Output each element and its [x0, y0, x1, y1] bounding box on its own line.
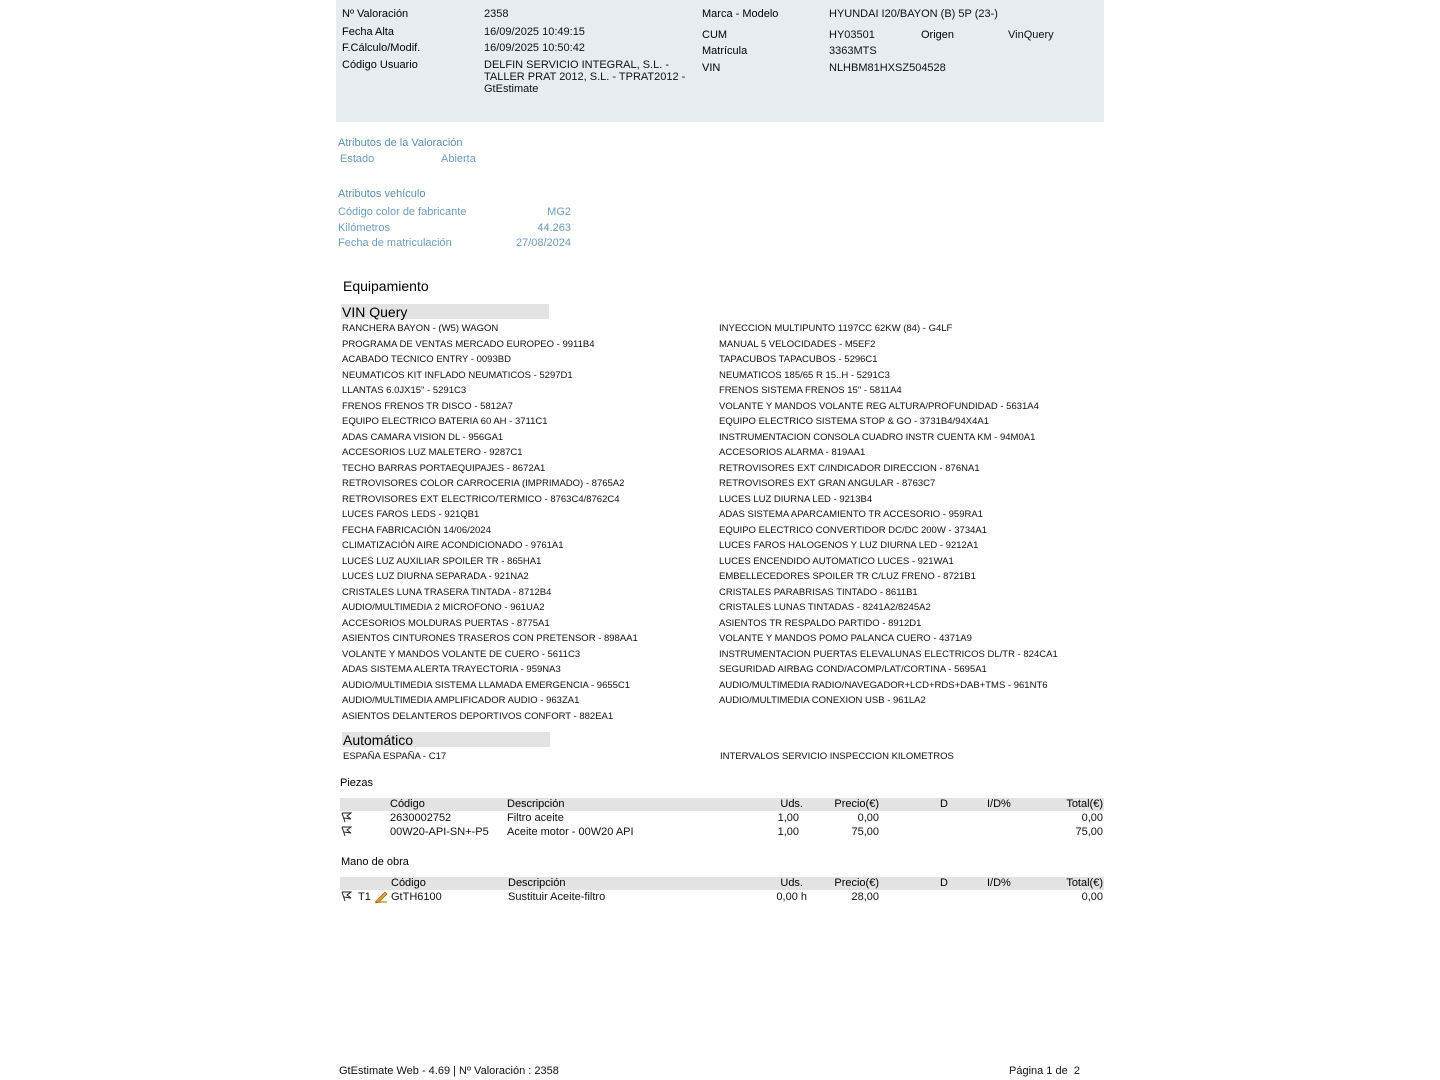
kilometros-value: 44.263 — [537, 222, 571, 234]
matricula-value: 3363MTS — [829, 45, 877, 57]
codigo-usuario-line-2: TALLER PRAT 2012, S.L. - TPRAT2012 - — [484, 71, 686, 83]
cum-value: HY03501 — [829, 29, 875, 41]
equipment-item: MANUAL 5 VELOCIDADES - M5EF2 — [719, 338, 876, 350]
fecha-alta-value: 16/09/2025 10:49:15 — [484, 26, 585, 38]
mano-obra-descripcion: Sustituir Aceite-filtro — [508, 891, 606, 903]
equipment-item: RETROVISORES EXT GRAN ANGULAR - 8763C7 — [719, 478, 936, 489]
mano-obra-col-total: Total(€) — [1066, 877, 1103, 889]
equipment-item: ACCESORIOS MOLDURAS PUERTAS - 8775A1 — [342, 617, 550, 629]
mano-obra-col-codigo: Código — [391, 877, 426, 889]
automatico-right-item: INTERVALOS SERVICIO INSPECCION KILOMETROS — [720, 751, 954, 762]
valoracion-value: 2358 — [484, 8, 509, 20]
estado-label: Estado — [340, 153, 375, 165]
equipment-item: FRENOS FRENOS TR DISCO - 5812A7 — [342, 400, 513, 412]
equipment-item: ASIENTOS CINTURONES TRASEROS CON PRETENSOR - 898AA1 — [342, 633, 638, 644]
pieza-total: 0,00 — [1081, 812, 1103, 824]
equipment-item: VOLANTE Y MANDOS VOLANTE REG ALTURA/PROFUNDIDAD - 5631A4 — [719, 400, 1039, 412]
equipment-item: ACCESORIOS LUZ MALETERO - 9287C1 — [342, 447, 523, 458]
fecha-calculo-value: 16/09/2025 10:50:42 — [484, 42, 585, 54]
equipamiento-title: Equipamiento — [343, 278, 429, 294]
pieza-codigo: 00W20-API-SN+-P5 — [390, 826, 489, 838]
vin-query-title: VIN Query — [342, 304, 408, 320]
equipment-item: INYECCION MULTIPUNTO 1197CC 62KW (84) - G4LF — [719, 323, 953, 334]
equipment-item: LUCES LUZ DIURNA SEPARADA - 921NA2 — [342, 571, 529, 582]
equipment-item: TECHO BARRAS PORTAEQUIPAJES - 8672A1 — [342, 462, 546, 474]
color-fabricante-value: MG2 — [547, 206, 571, 218]
piezas-col-codigo: Código — [390, 798, 425, 810]
equipment-item: INSTRUMENTACION PUERTAS ELEVALUNAS ELECTRICOS DL/TR - 824CA1 — [719, 648, 1058, 660]
equipment-item: LUCES LUZ AUXILIAR SPOILER TR - 865HA1 — [342, 555, 542, 567]
origen-value: VinQuery — [1008, 29, 1054, 41]
color-fabricante-label: Código color de fabricante — [338, 206, 467, 218]
equipment-item: TAPACUBOS TAPACUBOS - 5296C1 — [719, 354, 878, 365]
equipment-item: AUDIO/MULTIMEDIA SISTEMA LLAMADA EMERGENCIA - 9655C1 — [342, 679, 631, 691]
pieza-uds: 1,00 — [777, 812, 799, 824]
equipment-item: SEGURIDAD AIRBAG COND/ACOMP/LAT/CORTINA - 5695A1 — [719, 664, 987, 675]
equipment-item: EQUIPO ELECTRICO BATERIA 60 AH - 3711C1 — [342, 416, 548, 427]
origen-label: Origen — [921, 29, 955, 41]
piezas-col-total: Total(€) — [1066, 798, 1103, 810]
mano-obra-col-descripcion: Descripción — [508, 877, 566, 889]
equipment-list-right — [719, 321, 1058, 709]
equipment-item: ADAS SISTEMA ALERTA TRAYECTORIA - 959NA3 — [342, 664, 561, 675]
fecha-calculo-label: F.Cálculo/Modif. — [342, 42, 421, 54]
equipment-item: LUCES LUZ DIURNA LED - 9213B4 — [719, 493, 873, 505]
mano-obra-precio: 28,00 — [851, 891, 879, 903]
pieza-precio: 0,00 — [857, 812, 879, 824]
mano-obra-col-id: I/D% — [987, 877, 1011, 889]
piezas-col-d: D — [940, 798, 948, 810]
automatico-title: Automático — [343, 732, 414, 748]
mano-obra-col-uds: Uds. — [780, 877, 803, 889]
pencil-icon[interactable] — [374, 889, 389, 907]
equipment-item: INSTRUMENTACION CONSOLA CUADRO INSTR CUENTA KM - 94M0A1 — [719, 431, 1036, 443]
estado-value: Abierta — [441, 153, 476, 165]
equipment-item: AUDIO/MULTIMEDIA 2 MICROFONO - 961UA2 — [342, 602, 545, 613]
equipment-item: EQUIPO ELECTRICO SISTEMA STOP & GO - 3731B4/94X4A1 — [719, 416, 989, 427]
equipment-item: FRENOS SISTEMA FRENOS 15" - 5811A4 — [719, 385, 902, 396]
matricula-label: Matrícula — [702, 45, 748, 57]
piezas-col-precio: Precio(€) — [834, 798, 879, 810]
footer-info: GtEstimate Web - 4.69 | Nº Valoración : 2358 — [339, 1065, 559, 1077]
vin-value: NLHBM81HXSZ504528 — [829, 62, 946, 74]
codigo-usuario-line-1: DELFIN SERVICIO INTEGRAL, S.L. - — [484, 59, 670, 71]
equipment-item: LUCES FAROS HALOGENOS Y LUZ DIURNA LED - 9212A1 — [719, 540, 979, 551]
valoracion-attrs-title: Atributos de la Valoración — [338, 137, 463, 149]
mano-obra-uds: 0,00 h — [776, 891, 807, 903]
automatico-left-item: ESPAÑA ESPAÑA - C17 — [343, 751, 447, 762]
valoracion-label: Nº Valoración — [342, 8, 409, 20]
equipment-item: CLIMATIZACIÓN AIRE ACONDICIONADO - 9761A1 — [342, 540, 564, 551]
piezas-col-uds: Uds. — [780, 798, 803, 810]
page-number: Página 1 de 2 — [1009, 1065, 1080, 1077]
fecha-matriculacion-value: 27/08/2024 — [515, 237, 571, 249]
equipment-item: FECHA FABRICACIÓN 14/06/2024 — [342, 524, 491, 536]
equipment-item: AUDIO/MULTIMEDIA RADIO/NAVEGADOR+LCD+RDS+DAB+TMS - 961NT6 — [719, 679, 1048, 691]
codigo-usuario-line-3: GtEstimate — [484, 83, 539, 95]
pieza-precio: 75,00 — [851, 826, 879, 838]
vin-label: VIN — [702, 62, 721, 74]
pieza-uds: 1,00 — [777, 826, 799, 838]
equipment-item: CRISTALES LUNAS TINTADAS - 8241A2/8245A2 — [719, 602, 931, 613]
equipment-item: AUDIO/MULTIMEDIA AMPLIFICADOR AUDIO - 963ZA1 — [342, 695, 580, 706]
pieza-descripcion: Filtro aceite — [507, 812, 564, 824]
equipment-item: ACABADO TECNICO ENTRY - 0093BD — [342, 354, 511, 365]
mano-obra-col-precio: Precio(€) — [834, 877, 879, 889]
equipment-item: NEUMATICOS 185/65 R 15..H - 5291C3 — [719, 369, 890, 381]
codigo-usuario-label: Código Usuario — [342, 59, 418, 71]
vehiculo-attrs-title: Atributos vehículo — [338, 188, 426, 200]
flag-icon[interactable] — [341, 891, 352, 905]
equipment-item: CRISTALES PARABRISAS TINTADO - 8611B1 — [719, 586, 918, 598]
equipment-item: ADAS SISTEMA APARCAMIENTO TR ACCESORIO - 959RA1 — [719, 509, 983, 520]
equipment-item: ASIENTOS TR RESPALDO PARTIDO - 8912D1 — [719, 617, 922, 629]
equipment-item: PROGRAMA DE VENTAS MERCADO EUROPEO - 9911B4 — [342, 338, 595, 350]
pieza-total: 75,00 — [1075, 826, 1103, 838]
piezas-title: Piezas — [340, 777, 374, 789]
equipment-item: CRISTALES LUNA TRASERA TINTADA - 8712B4 — [342, 586, 552, 598]
equipment-item: RETROVISORES COLOR CARROCERIA (IMPRIMADO) - 8765A2 — [342, 478, 625, 489]
equipment-item: NEUMATICOS KIT INFLADO NEUMATICOS - 5297D1 — [342, 369, 573, 381]
marca-label: Marca - Modelo — [702, 8, 779, 20]
equipment-list-left — [342, 321, 638, 724]
equipment-item: EQUIPO ELECTRICO CONVERTIDOR DC/DC 200W - 3734A1 — [719, 524, 987, 536]
mano-obra-title: Mano de obra — [341, 856, 409, 868]
equipment-item: EMBELLECEDORES SPOILER TR C/LUZ FRENO - 8721B1 — [719, 571, 976, 582]
kilometros-label: Kilómetros — [338, 222, 390, 234]
pieza-descripcion: Aceite motor - 00W20 API — [507, 826, 634, 838]
mano-obra-total: 0,00 — [1081, 891, 1103, 903]
mano-obra-codigo: GtTH6100 — [391, 891, 442, 903]
flag-icon[interactable] — [341, 812, 352, 826]
equipment-item: RETROVISORES EXT ELECTRICO/TERMICO - 8763C4/8762C4 — [342, 493, 620, 505]
cum-label: CUM — [702, 29, 728, 41]
equipment-item: VOLANTE Y MANDOS VOLANTE DE CUERO - 5611C3 — [342, 648, 581, 660]
equipment-item: ACCESORIOS ALARMA - 819AA1 — [719, 447, 866, 458]
equipment-item: LUCES FAROS LEDS - 921QB1 — [342, 509, 480, 520]
pieza-codigo: 2630002752 — [390, 812, 452, 824]
equipment-item: LUCES ENCENDIDO AUTOMATICO LUCES - 921WA1 — [719, 555, 954, 567]
equipment-item: AUDIO/MULTIMEDIA CONEXION USB - 961LA2 — [719, 695, 926, 706]
equipment-item: LLANTAS 6.0JX15" - 5291C3 — [342, 385, 467, 396]
fecha-matriculacion-label: Fecha de matriculación — [338, 237, 452, 249]
mano-obra-level: T1 — [358, 891, 371, 903]
mano-obra-col-d: D — [940, 877, 948, 889]
equipment-item: RETROVISORES EXT C/INDICADOR DIRECCION - 876NA1 — [719, 462, 980, 474]
equipment-item: ADAS CAMARA VISION DL - 956GA1 — [342, 431, 504, 443]
marca-value: HYUNDAI I20/BAYON (B) 5P (23-) — [829, 8, 998, 20]
equipment-item: RANCHERA BAYON - (W5) WAGON — [342, 323, 499, 334]
fecha-alta-label: Fecha Alta — [342, 26, 394, 38]
equipment-item: ASIENTOS DELANTEROS DEPORTIVOS CONFORT - 882EA1 — [342, 710, 614, 722]
piezas-col-descripcion: Descripción — [507, 798, 565, 810]
piezas-col-id: I/D% — [987, 798, 1011, 810]
equipment-item: VOLANTE Y MANDOS POMO PALANCA CUERO - 4371A9 — [719, 633, 972, 644]
flag-icon[interactable] — [341, 826, 352, 840]
